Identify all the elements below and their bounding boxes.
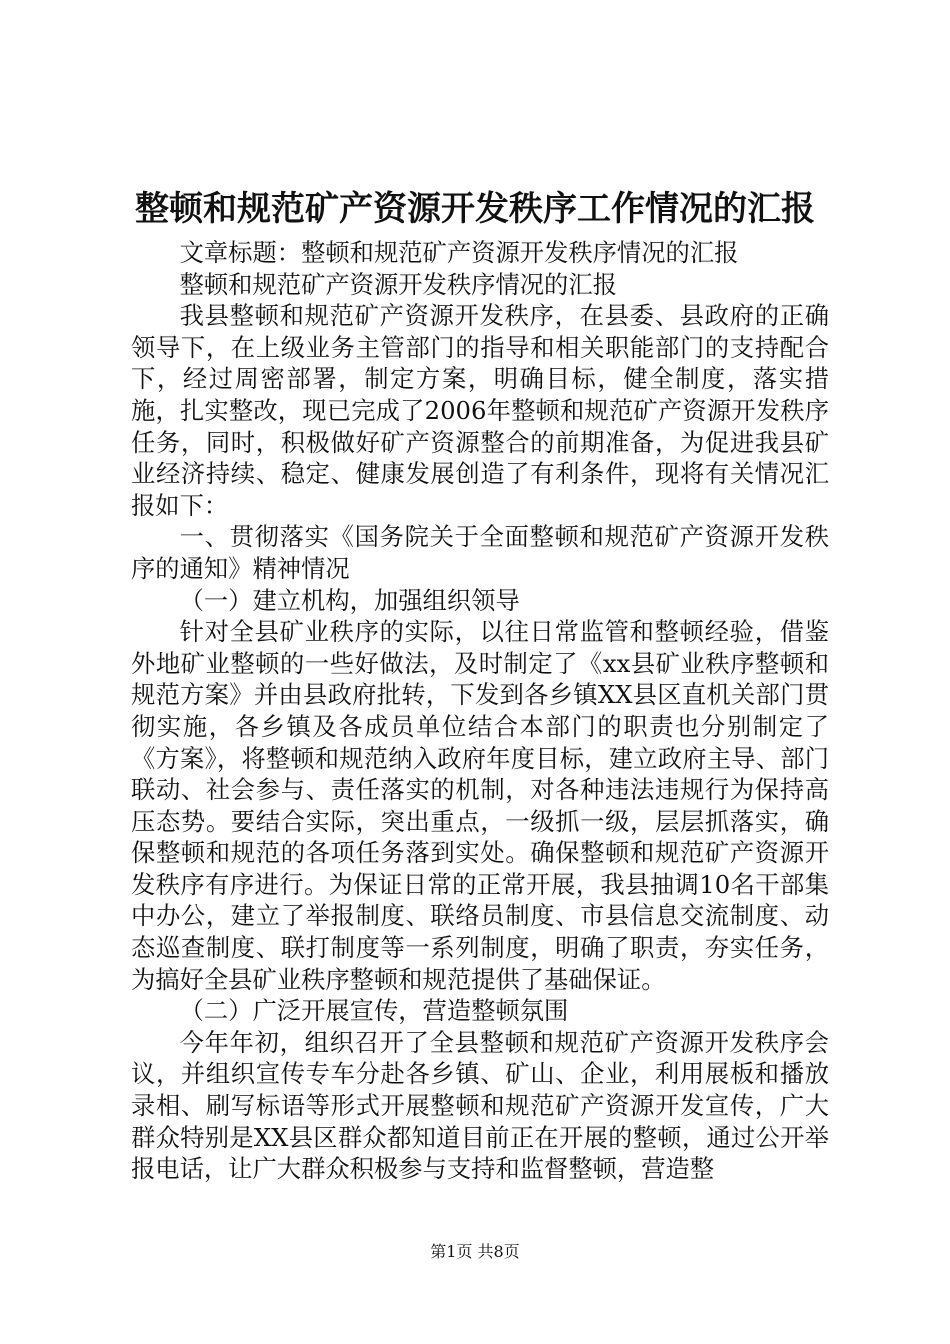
subsection-heading-2: （二）广泛开展宣传，营造整顿氛围 bbox=[179, 996, 569, 1026]
report-subtitle: 整顿和规范矿产资源开发秩序情况的汇报 bbox=[179, 269, 617, 299]
body-paragraph: 针对全县矿业秩序的实际，以往日常监管和整顿经验，借鉴外地矿业整顿的一些好做法，及时制定了《xx县矿业秩序整顿和规范方案》并由县政府批转，下发到各乡镇XX县区直机关部门贯彻实施，各乡镇及各成员单位结合本部门的职责也分别制定了《方案》，将整顿和规范纳入政府年度目标，建立政府主导、部门联动、社会参与、责任落实的机制，对各种违法违规行为保持高压态势。要结合实际，突出重点，一级抓一级，层层抓落实，确保整顿和规范的各项任务落到实处。确保整顿和规范矿产资源开发秩序有序进行。为保证日常的正常开展，我县抽调10名干部集中办公，建立了举报制度、联络员制度、市县信息交流制度、动态巡查制度、联打制度等一系列制度，明确了职责，夯实任务，为搞好全县矿业秩序整顿和规范提供了基础保证。 bbox=[131, 617, 829, 994]
intro-paragraph: 我县整顿和规范矿产资源开发秩序，在县委、县政府的正确领导下，在上级业务主管部门的指导和相关职能部门的支持配合下，经过周密部署，制定方案，明确目标，健全制度，落实措施，扎实整改，现已完成了2006年整顿和规范矿产资源开发秩序任务，同时，积极做好矿产资源整合的前期准备，为促进我县矿业经济持续、稳定、健康发展创造了有利条件，现将有关情况汇报如下： bbox=[131, 301, 829, 520]
page-number-footer: 第1页 共8页 bbox=[430, 1242, 520, 1261]
section-heading-1: 一、贯彻落实《国务院关于全面整顿和规范矿产资源开发秩序的通知》精神情况 bbox=[131, 522, 829, 583]
document-title: 整顿和规范矿产资源开发秩序工作情况的汇报 bbox=[135, 189, 815, 229]
document-body bbox=[131, 237, 829, 1185]
subsection-heading-1: （一）建立机构，加强组织领导 bbox=[179, 585, 520, 615]
body-paragraph: 今年年初，组织召开了全县整顿和规范矿产资源开发秩序会议，并组织宣传专车分赴各乡镇、矿山、企业，利用展板和播放录相、刷写标语等形式开展整顿和规范矿产资源开发宣传，广大群众特别是XX县区群众都知道目前正在开展的整顿，通过公开举报电话，让广大群众积极参与支持和监督整顿，营造整 bbox=[131, 1027, 829, 1184]
article-title-line: 文章标题：整顿和规范矿产资源开发秩序情况的汇报 bbox=[179, 238, 739, 267]
